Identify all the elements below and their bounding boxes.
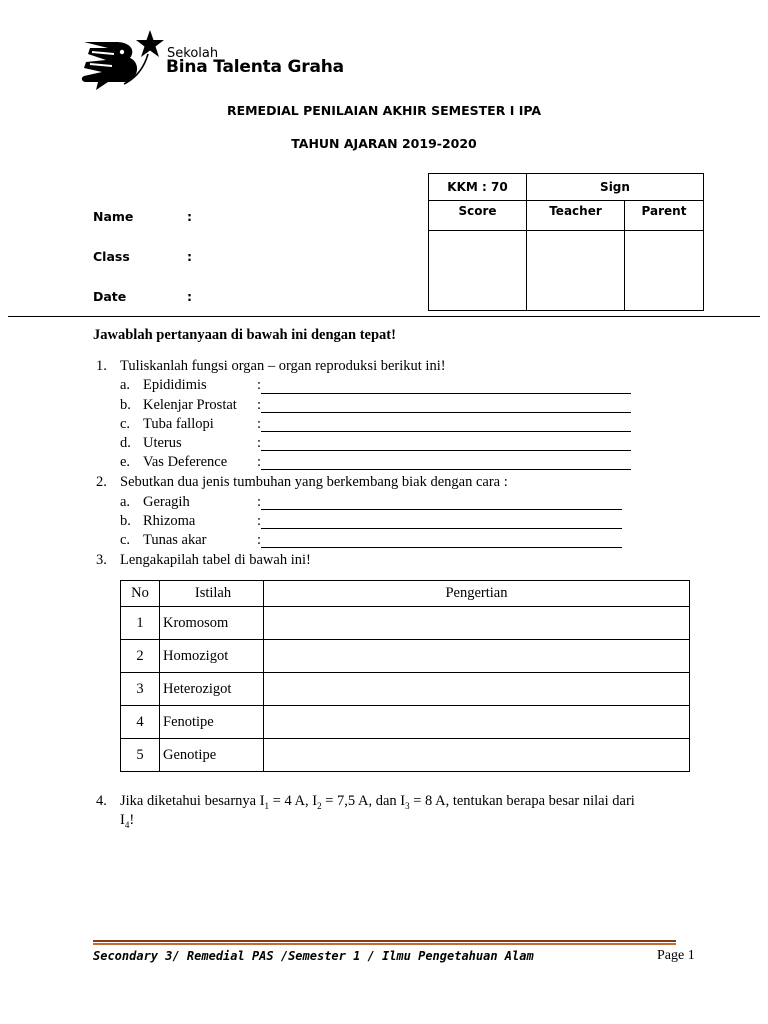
q1c-letter: c. xyxy=(120,416,131,432)
row-istilah: Homozigot xyxy=(160,640,264,673)
row-no: 1 xyxy=(121,607,160,640)
q1e-colon: : xyxy=(257,454,262,470)
q2-text: Sebutkan dua jenis tumbuhan yang berkembang biak dengan cara : xyxy=(120,474,508,490)
exam-title: REMEDIAL PENILAIAN AKHIR SEMESTER I IPA xyxy=(226,103,542,118)
q3-text: Lengakapilah tabel di bawah ini! xyxy=(120,552,311,568)
table-row xyxy=(121,739,690,772)
score-header: Score xyxy=(429,201,527,231)
q2a-term: Geragih xyxy=(143,494,190,510)
q1a-letter: a. xyxy=(120,377,131,393)
q1e-answer-line[interactable] xyxy=(261,469,631,470)
q1c-colon: : xyxy=(257,416,262,432)
teacher-header: Teacher xyxy=(527,201,625,231)
q2a-letter: a. xyxy=(120,494,131,510)
parent-sign-box[interactable] xyxy=(625,231,704,311)
footer-course-info: Secondary 3/ Remedial PAS /Semester 1 / Ilmu Pengetahuan Alam xyxy=(93,949,534,963)
q1-text: Tuliskanlah fungsi organ – organ reproduksi berikut ini! xyxy=(120,358,446,374)
q1b-answer-line[interactable] xyxy=(261,412,631,413)
kkm-cell: KKM : 70 xyxy=(429,174,527,201)
row-no: 4 xyxy=(121,706,160,739)
row-pengertian-answer[interactable] xyxy=(264,607,690,640)
q1d-letter: d. xyxy=(120,435,131,451)
table-row xyxy=(121,640,690,673)
date-label: Date xyxy=(93,289,127,304)
row-istilah: Fenotipe xyxy=(160,706,264,739)
q2c-letter: c. xyxy=(120,532,131,548)
q1-number: 1. xyxy=(96,358,107,374)
table-row xyxy=(121,706,690,739)
table-row xyxy=(121,673,690,706)
q2b-answer-line[interactable] xyxy=(261,528,622,529)
q2b-term: Rhizoma xyxy=(143,513,196,529)
q2b-letter: b. xyxy=(120,513,131,529)
row-pengertian-answer[interactable] xyxy=(264,640,690,673)
score-box[interactable] xyxy=(429,231,527,311)
name-label: Name xyxy=(93,209,134,224)
q3-header-istilah: Istilah xyxy=(160,581,264,607)
q2a-colon: : xyxy=(257,494,262,510)
q4-text-line2: $I_4$! xyxy=(120,812,135,830)
q4-text: Jika diketahui besarnya $I_1 = 4$ A, $I_2 = 7,5$ A, dan $I_3 = 8$ A, tentukan berapa besar nilai dari xyxy=(120,793,635,811)
q1c-answer-line[interactable] xyxy=(261,431,631,432)
q1e-letter: e. xyxy=(120,454,131,470)
row-pengertian-answer[interactable] xyxy=(264,673,690,706)
q1b-letter: b. xyxy=(120,397,131,413)
q4-number: 4. xyxy=(96,793,107,809)
q1a-colon: : xyxy=(257,377,262,393)
row-pengertian-answer[interactable] xyxy=(264,739,690,772)
footer-rule-light xyxy=(93,943,676,945)
sign-header: Sign xyxy=(527,174,704,201)
q3-number: 3. xyxy=(96,552,107,568)
teacher-sign-box[interactable] xyxy=(527,231,625,311)
q1b-term: Kelenjar Prostat xyxy=(143,397,237,413)
q2c-term: Tunas akar xyxy=(143,532,207,548)
row-no: 2 xyxy=(121,640,160,673)
q2-number: 2. xyxy=(96,474,107,490)
q1a-term: Epididimis xyxy=(143,377,207,393)
q3-header-no: No xyxy=(121,581,160,607)
kkm-sign-table xyxy=(428,173,704,311)
class-colon: : xyxy=(187,249,192,264)
academic-year: TAHUN AJARAN 2019-2020 xyxy=(291,136,477,151)
footer-rule-dark xyxy=(93,940,676,942)
q3-header-pengertian: Pengertian xyxy=(264,581,690,607)
row-pengertian-answer[interactable] xyxy=(264,706,690,739)
q2c-answer-line[interactable] xyxy=(261,547,622,548)
row-istilah: Heterozigot xyxy=(160,673,264,706)
header-divider xyxy=(8,316,760,317)
name-colon: : xyxy=(187,209,192,224)
school-logo-prefix: Sekolah xyxy=(167,46,219,61)
q1c-term: Tuba fallopi xyxy=(143,416,214,432)
q1e-term: Vas Deference xyxy=(143,454,228,470)
row-no: 5 xyxy=(121,739,160,772)
row-istilah: Genotipe xyxy=(160,739,264,772)
q1d-answer-line[interactable] xyxy=(261,450,631,451)
instruction: Jawablah pertanyaan di bawah ini dengan tepat! xyxy=(93,327,396,343)
q3-table xyxy=(120,580,690,772)
q2b-colon: : xyxy=(257,513,262,529)
q1d-colon: : xyxy=(257,435,262,451)
q1b-colon: : xyxy=(257,397,262,413)
parent-header: Parent xyxy=(625,201,704,231)
q2c-colon: : xyxy=(257,532,262,548)
school-name: Bina Talenta Graha xyxy=(166,57,344,77)
date-colon: : xyxy=(187,289,192,304)
school-logo-bird-star-icon xyxy=(78,28,168,100)
q1a-answer-line[interactable] xyxy=(261,393,631,394)
table-row xyxy=(121,607,690,640)
q1d-term: Uterus xyxy=(143,435,182,451)
row-no: 3 xyxy=(121,673,160,706)
page-number: Page 1 xyxy=(657,948,695,963)
class-label: Class xyxy=(93,249,130,264)
row-istilah: Kromosom xyxy=(160,607,264,640)
q2a-answer-line[interactable] xyxy=(261,509,622,510)
